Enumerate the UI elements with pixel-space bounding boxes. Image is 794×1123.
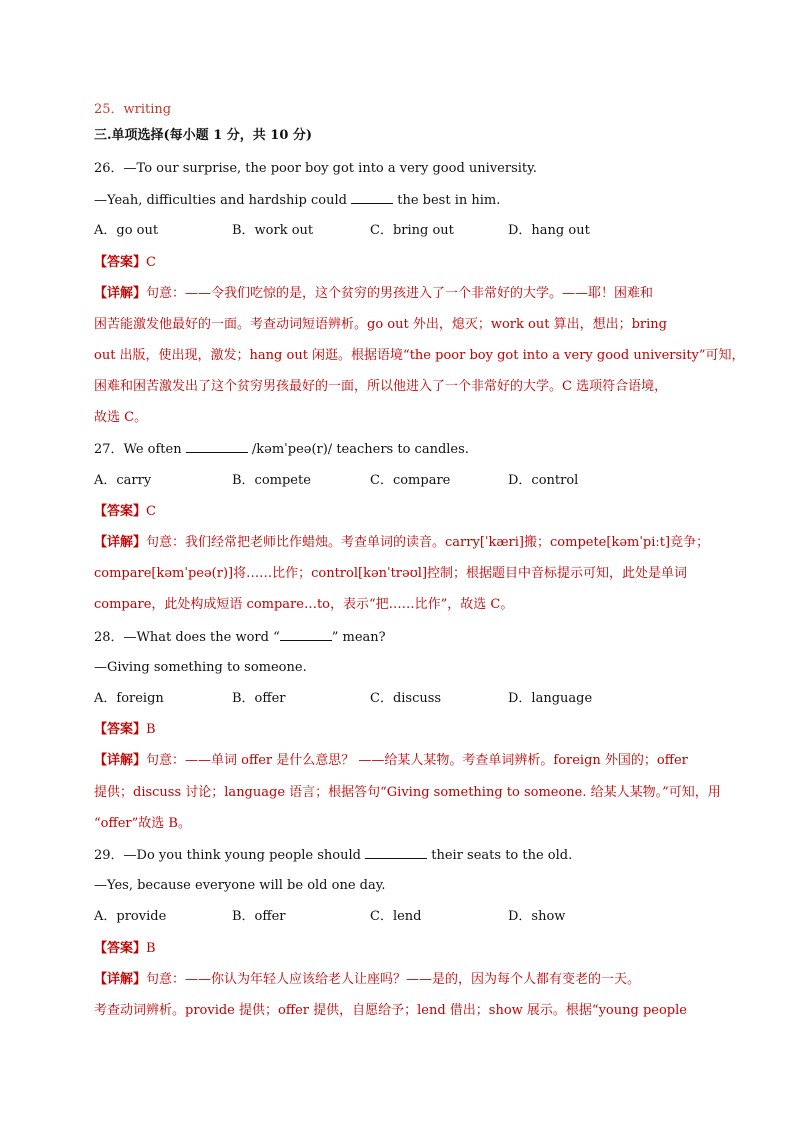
q26-option-b: B．work out (232, 223, 314, 238)
q28-explain-line-1 (94, 752, 688, 770)
section-heading: 三.单项选择(每小题 1 分，共 10 分) (94, 128, 313, 143)
q26-explain-line-3: out 出版，使出现，激发；hang out 闲逛。根据语境“the poor boy got into a very good university”可知， (94, 348, 745, 363)
explain-text: 句意：——令我们吃惊的是，这个贫穷的男孩进入了一个非常好的大学。——耶！困难和 (146, 286, 654, 301)
q27-blank (186, 440, 248, 453)
q28-line1-after-blank: ” mean? (331, 630, 386, 645)
q28-option-b: B．offer (232, 691, 286, 706)
explain-tag: 【详解】 (94, 753, 147, 768)
explain-text: 句意：我们经常把老师比作蜡烛。考查单词的读音。carry[ˈkæri]搬；compete[kəmˈpiːt]竞争； (146, 535, 710, 550)
q28-line1 (94, 628, 386, 647)
q27-option-a: A．carry (94, 473, 152, 488)
q26-line2-before-blank: —Yeah, difficulties and hardship could (94, 193, 347, 208)
q29-answer (94, 940, 156, 958)
q26-explain-line-5: 故选 C。 (94, 410, 148, 425)
explain-text: 句意：——你认为年轻人应该给老人让座吗？——是的，因为每个人都有变老的一天。 (146, 972, 641, 987)
q29-line1-before-blank: 29．—Do you think young people should (94, 848, 361, 863)
q26-explain-line-2: 困苦能激发他最好的一面。考查动词短语辨析。go out 外出，熄灭；work out 算出，想出；bring (94, 317, 667, 332)
q28-blank (280, 628, 332, 641)
answer-tag: 【答案】 (94, 722, 147, 737)
q29-line1 (94, 846, 572, 865)
answer-tag: 【答案】 (94, 941, 147, 956)
q27-option-b: B．compete (232, 473, 311, 488)
q27-line1-after-blank: /kəmˈpeə(r)/ teachers to candles. (251, 442, 469, 457)
q26-explain-line-1 (94, 285, 653, 303)
answer-value: C (146, 255, 156, 270)
q27-answer (94, 503, 156, 521)
q28-option-c: C．discuss (370, 691, 442, 706)
q29-blank (365, 846, 427, 859)
q29-option-b: B．offer (232, 909, 286, 924)
q28-option-d: D．language (508, 691, 593, 706)
q29-option-a: A．provide (94, 909, 167, 924)
answer-tag: 【答案】 (94, 504, 147, 519)
explain-tag: 【详解】 (94, 286, 147, 301)
q28-answer (94, 721, 156, 739)
q27-option-d: D．control (508, 473, 579, 488)
q27-explain-line-2: compare[kəmˈpeə(r)]将……比作；control[kənˈtrəʊl]控制；根据题目中音标提示可知，此处是单词 (94, 566, 688, 581)
q26-explain-line-4: 困难和困苦激发出了这个贫穷男孩最好的一面，所以他进入了一个非常好的大学。C 选项符合语境， (94, 379, 668, 394)
q28-explain-line-2: 提供；discuss 讨论；language 语言；根据答句“Giving something to someone. 给某人某物。”可知，用 (94, 785, 721, 800)
q26-option-a: A．go out (94, 223, 159, 238)
q29-line2: —Yes, because everyone will be old one day. (94, 878, 386, 893)
q27-line1 (94, 440, 469, 459)
q26-option-d: D．hang out (508, 223, 590, 238)
q27-explain-line-3: compare，此处构成短语 compare…to，表示“把……比作”，故选 C。 (94, 597, 514, 612)
q29-explain-line-1 (94, 971, 640, 989)
q26-answer (94, 254, 156, 272)
answer-value: C (146, 504, 156, 519)
q28-line2: —Giving something to someone. (94, 660, 307, 675)
q29-option-d: D．show (508, 909, 566, 924)
q27-option-c: C．compare (370, 473, 451, 488)
q26-option-c: C．bring out (370, 223, 454, 238)
answer-value: B (146, 722, 156, 737)
answer-tag: 【答案】 (94, 255, 147, 270)
q26-line2-after-blank: the best in him. (397, 193, 501, 208)
q28-explain-line-3: “offer”故选 B。 (94, 816, 191, 831)
q26-line1: 26．—To our surprise, the poor boy got into a very good university. (94, 161, 537, 176)
q28-option-a: A．foreign (94, 691, 164, 706)
q27-line1-before-blank: 27．We often (94, 442, 182, 457)
explain-text: 句意：——单词 offer 是什么意思？ ——给某人某物。考查单词辨析。foreign 外国的；offer (146, 753, 688, 768)
q27-explain-line-1 (94, 534, 709, 552)
q29-explain-line-2: 考查动词辨析。provide 提供；offer 提供，自愿给予；lend 借出；show 展示。根据“young people (94, 1003, 687, 1018)
q28-line1-before-blank: 28．—What does the word “ (94, 630, 280, 645)
item-25-answer: 25．writing (94, 102, 172, 117)
explain-tag: 【详解】 (94, 535, 147, 550)
q29-option-c: C．lend (370, 909, 422, 924)
q26-line2 (94, 191, 500, 210)
q26-blank (351, 191, 393, 204)
q29-line1-after-blank: their seats to the old. (431, 848, 573, 863)
explain-tag: 【详解】 (94, 972, 147, 987)
answer-value: B (146, 941, 156, 956)
